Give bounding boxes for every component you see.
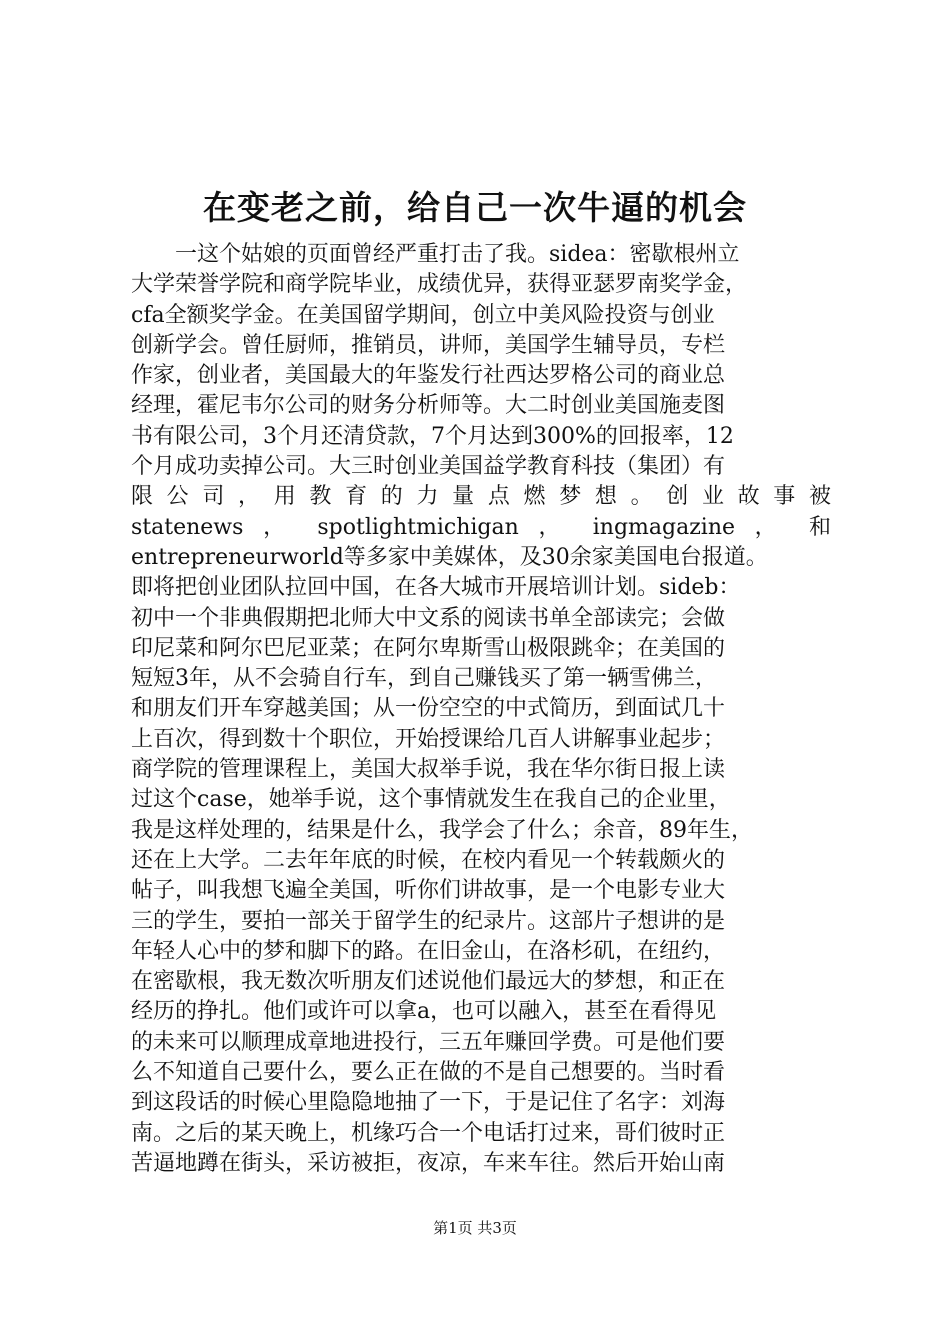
body-line: 经历的挣扎。他们或许可以拿a，也可以融入，甚至在看得见 (131, 999, 717, 1025)
body-line: entrepreneurworld等多家中美媒体，及30余家美国电台报道。 (131, 544, 768, 570)
body-line: 商学院的管理课程上，美国大叔举手说，我在华尔街日报上读 (131, 757, 726, 783)
body-line: 到这段话的时候心里隐隐地抽了一下，于是记住了名字：刘海 (131, 1090, 726, 1116)
body-line: 还在上大学。二去年年底的时候，在校内看见一个转载颇火的 (131, 847, 726, 873)
body-line: 上百次，得到数十个职位，开始授课给几百人讲解事业起步； (131, 726, 726, 752)
body-line: 么不知道自己要什么，要么正在做的不是自己想要的。当时看 (131, 1060, 726, 1086)
body-line: 印尼菜和阿尔巴尼亚菜；在阿尔卑斯雪山极限跳伞；在美国的 (131, 635, 726, 661)
document-title: 在变老之前，给自己一次牛逼的机会 (203, 188, 747, 227)
document-body (131, 240, 831, 1179)
body-line: 书有限公司，3个月还清贷款，7个月达到300%的回报率，12 (131, 423, 734, 449)
body-line: cfa全额奖学金。在美国留学期间，创立中美风险投资与创业 (131, 302, 715, 328)
page-number-footer: 第1页 共3页 (433, 1219, 517, 1237)
body-line: 过这个case，她举手说，这个事情就发生在我自己的企业里， (131, 787, 731, 813)
body-line: 南。之后的某天晚上，机缘巧合一个电话打过来，哥们彼时正 (131, 1120, 726, 1146)
body-line: 限 公 司 ， 用 教 育 的 力 量 点 燃 梦 想 。 创 业 故 事 被 (131, 484, 831, 510)
body-line: 苦逼地蹲在街头，采访被拒，夜凉，车来车往。然后开始山南 (131, 1150, 726, 1176)
body-line: 经理，霍尼韦尔公司的财务分析师等。大二时创业美国施麦图 (131, 393, 726, 419)
body-line: 在密歇根，我无数次听朋友们述说他们最远大的梦想，和正在 (131, 969, 726, 995)
body-line: 短短3年，从不会骑自行车，到自己赚钱买了第一辆雪佛兰， (131, 666, 717, 692)
body-line: statenews ， spotlightmichigan ， ingmagazine ， 和 (131, 514, 831, 540)
body-line: 初中一个非典假期把北师大中文系的阅读书单全部读完；会做 (131, 605, 726, 631)
body-line: 即将把创业团队拉回中国，在各大城市开展培训计划。sideb： (131, 575, 741, 601)
body-line: 的未来可以顺理成章地进投行，三五年赚回学费。可是他们要 (131, 1029, 726, 1055)
body-line: 创新学会。曾任厨师，推销员，讲师，美国学生辅导员，专栏 (131, 332, 726, 358)
body-line: 一这个姑娘的页面曾经严重打击了我。sidea：密歇根州立 (175, 242, 740, 267)
body-line: 个月成功卖掉公司。大三时创业美国益学教育科技（集团）有 (131, 454, 726, 480)
body-line: 和朋友们开车穿越美国；从一份空空的中式简历，到面试几十 (131, 696, 726, 722)
body-line: 大学荣誉学院和商学院毕业，成绩优异，获得亚瑟罗南奖学金， (131, 272, 748, 298)
body-line: 我是这样处理的，结果是什么，我学会了什么；余音，89年生， (131, 817, 753, 843)
body-line: 年轻人心中的梦和脚下的路。在旧金山，在洛杉矶，在纽约， (131, 938, 726, 964)
body-line: 帖子，叫我想飞遍全美国，听你们讲故事，是一个电影专业大 (131, 878, 726, 904)
body-line: 作家，创业者，美国最大的年鉴发行社西达罗格公司的商业总 (131, 363, 726, 389)
body-line: 三的学生，要拍一部关于留学生的纪录片。这部片子想讲的是 (131, 908, 726, 934)
